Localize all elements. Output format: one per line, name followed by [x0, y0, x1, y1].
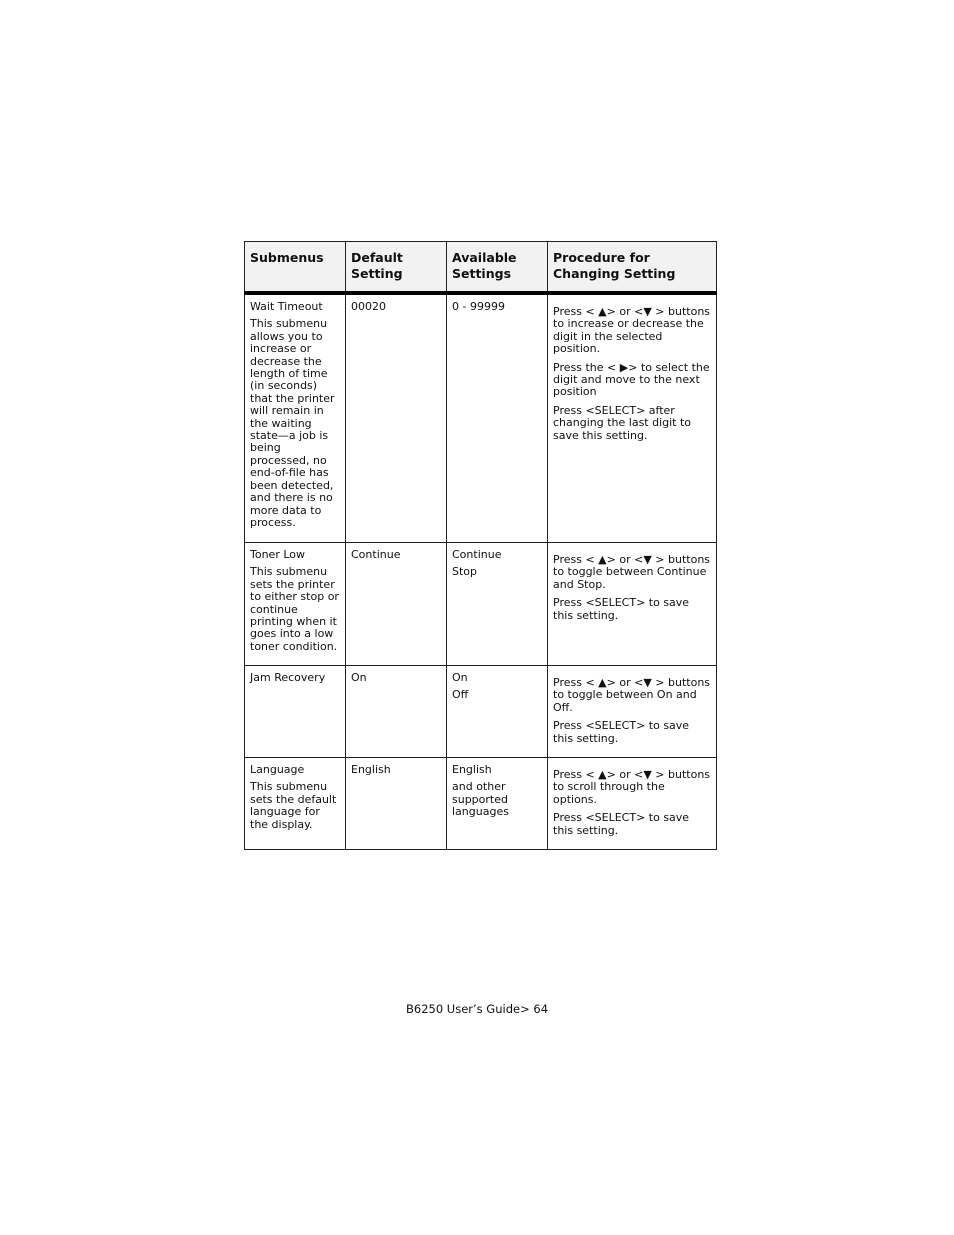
settings-table	[244, 241, 717, 850]
down-arrow-icon: ▼	[643, 305, 652, 318]
procedure-step: Press <SELECT> to save this setting.	[553, 811, 690, 837]
down-arrow-icon: ▼	[643, 676, 652, 689]
submenu-name: Wait Timeout	[250, 300, 323, 313]
down-arrow-icon: ▼	[643, 553, 652, 566]
available-settings-cell	[447, 666, 548, 758]
procedure-cell	[548, 758, 717, 850]
procedure-cell	[548, 666, 717, 758]
available-value: Continue	[452, 548, 502, 561]
up-arrow-icon: ▲	[598, 305, 607, 318]
submenu-name: Language	[250, 763, 305, 777]
table-row	[245, 666, 717, 758]
available-value: and other supported languages	[452, 780, 509, 819]
header-available-settings: Available Settings	[447, 242, 548, 294]
submenu-cell	[245, 666, 346, 758]
default-setting-cell	[346, 666, 447, 758]
default-value: English	[351, 763, 391, 777]
submenu-description: This submenu sets the default language for the display.	[250, 780, 337, 831]
procedure-step: Press the < ▶> to select the digit and move to the next position	[553, 360, 710, 399]
table-row	[245, 293, 717, 543]
up-arrow-icon: ▲	[598, 553, 607, 566]
available-value: English	[452, 763, 492, 777]
up-arrow-icon: ▲	[598, 768, 607, 782]
table-header-row	[245, 242, 717, 294]
default-value: Continue	[351, 548, 401, 561]
available-value: Stop	[452, 565, 478, 579]
procedure-step: Press < ▲> or <▼ > buttons to scroll through the options.	[553, 768, 711, 806]
down-arrow-icon: ▼	[643, 768, 652, 782]
up-arrow-icon: ▲	[598, 676, 607, 689]
procedure-cell	[548, 293, 717, 543]
table-row	[245, 758, 717, 850]
submenu-cell	[245, 543, 346, 666]
submenu-cell	[245, 293, 346, 543]
submenu-description: This submenu sets the printer to either stop or continue printing when it goes into a low toner condition.	[250, 565, 339, 653]
available-value: 0 - 99999	[452, 300, 505, 313]
header-procedure: Procedure for Changing Setting	[548, 242, 717, 294]
procedure-step: Press <SELECT> to save this setting.	[553, 719, 690, 745]
submenu-description: This submenu allows you to increase or decrease the length of time (in seconds) that the printer will remain in the waiting state—a job is being processed, no end-of-file has been detected, and there is no more data to process.	[250, 317, 335, 529]
available-settings-cell	[447, 543, 548, 666]
procedure-step: Press < ▲> or <▼ > buttons to toggle between On and Off.	[553, 676, 711, 714]
available-settings-cell	[447, 758, 548, 850]
available-value: On	[452, 671, 468, 684]
procedure-step: Press <SELECT> to save this setting.	[553, 596, 690, 622]
submenu-name: Jam Recovery	[250, 671, 326, 684]
procedure-cell	[548, 543, 717, 666]
table-row	[245, 543, 717, 666]
default-value: 00020	[351, 300, 386, 313]
available-value: Off	[452, 688, 469, 702]
default-setting-cell	[346, 543, 447, 666]
right-arrow-icon: ▶	[619, 360, 629, 374]
header-submenus: Submenus	[245, 242, 346, 294]
submenu-cell	[245, 758, 346, 850]
header-default-setting: Default Setting	[346, 242, 447, 294]
default-value: On	[351, 671, 367, 684]
default-setting-cell	[346, 293, 447, 543]
default-setting-cell	[346, 758, 447, 850]
procedure-step: Press < ▲> or <▼ > buttons to toggle between Continue and Stop.	[553, 553, 711, 591]
available-settings-cell	[447, 293, 548, 543]
procedure-step: Press <SELECT> after changing the last digit to save this setting.	[553, 403, 692, 442]
submenu-name: Toner Low	[250, 548, 305, 561]
page-footer: B6250 User’s Guide> 64	[405, 1002, 549, 1016]
procedure-step: Press < ▲> or <▼ > buttons to increase or decrease the digit in the selected position.	[553, 305, 711, 356]
